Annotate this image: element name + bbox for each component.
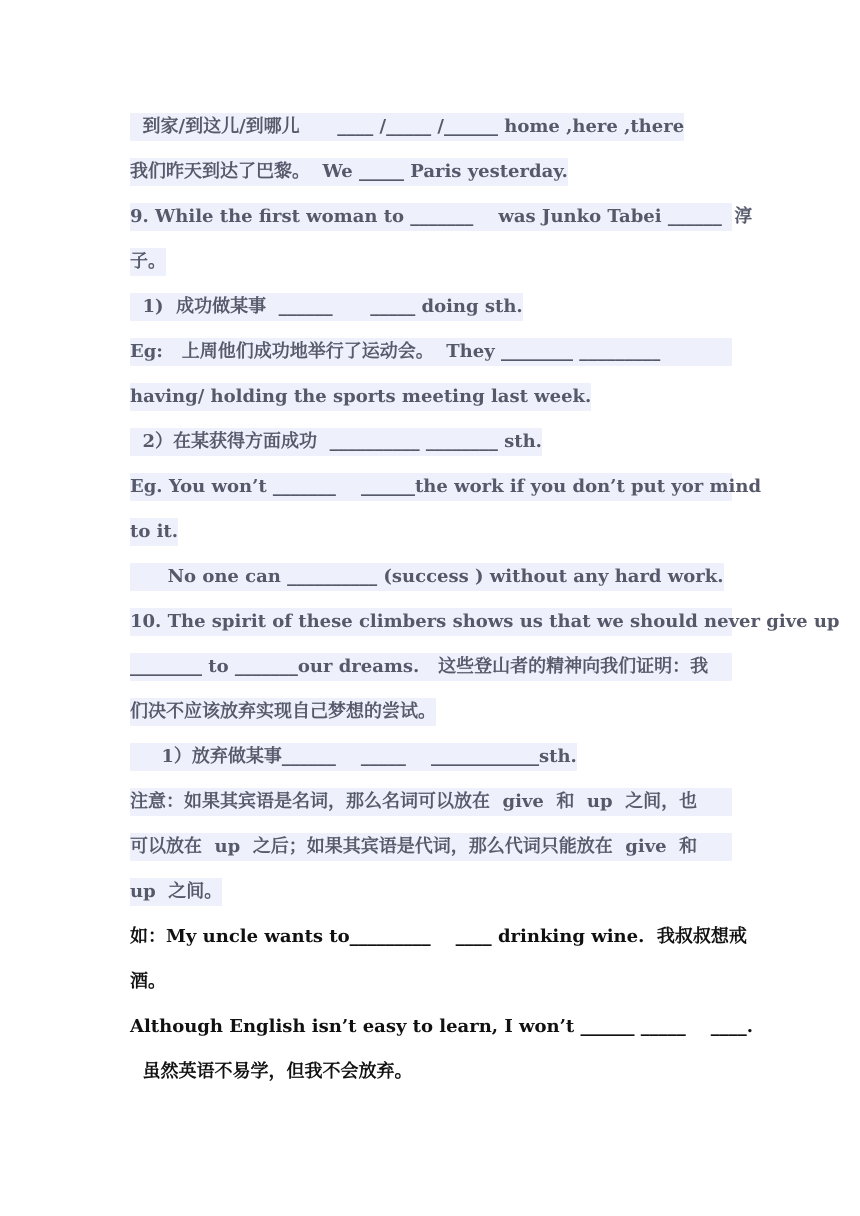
line-8: 2）在某获得方面成功 __________ ________ sth. [130, 428, 542, 456]
line-22: 虽然英语不易学，但我不会放弃。 [130, 1061, 413, 1082]
line-10: to it. [130, 518, 178, 546]
line-12: 10. The spirit of these climbers shows us that we should never give up [130, 608, 732, 636]
line-18: up 之间。 [130, 878, 222, 906]
line-9: Eg. You won’t _______ ______the work if you don’t put yor mind [130, 473, 732, 501]
line-17: 可以放在 up 之后；如果其宾语是代词，那么代词只能放在 give 和 [130, 833, 732, 861]
line-4: 子。 [130, 248, 166, 276]
line-1: 到家/到这儿/到哪儿 ____ /_____ /______ home ,here ,there [130, 113, 684, 141]
line-3: 9. While the first woman to _______ was Junko Tabei ______ 淳 [130, 203, 732, 231]
line-6: Eg: 上周他们成功地举行了运动会。 They ________ _________ [130, 338, 732, 366]
line-16: 注意：如果其宾语是名词，那么名词可以放在 give 和 up 之间，也 [130, 788, 732, 816]
line-14: 们决不应该放弃实现自己梦想的尝试。 [130, 698, 436, 726]
line-21: Although English isn’t easy to learn, I won’t ______ _____ ____. [130, 1016, 754, 1037]
line-13: ________ to _______our dreams. 这些登山者的精神向我们证明：我 [130, 653, 732, 681]
line-19: 如：My uncle wants to_________ ____ drinking wine. 我叔叔想戒 [130, 926, 747, 947]
line-20: 酒。 [130, 971, 166, 992]
line-2: 我们昨天到达了巴黎。 We _____ Paris yesterday. [130, 158, 568, 186]
line-15: 1）放弃做某事______ _____ ____________sth. [130, 743, 577, 771]
line-7: having/ holding the sports meeting last week. [130, 383, 591, 411]
line-11: No one can __________ (success ) without any hard work. [130, 563, 724, 591]
line-5: 1) 成功做某事 ______ _____ doing sth. [130, 293, 523, 321]
